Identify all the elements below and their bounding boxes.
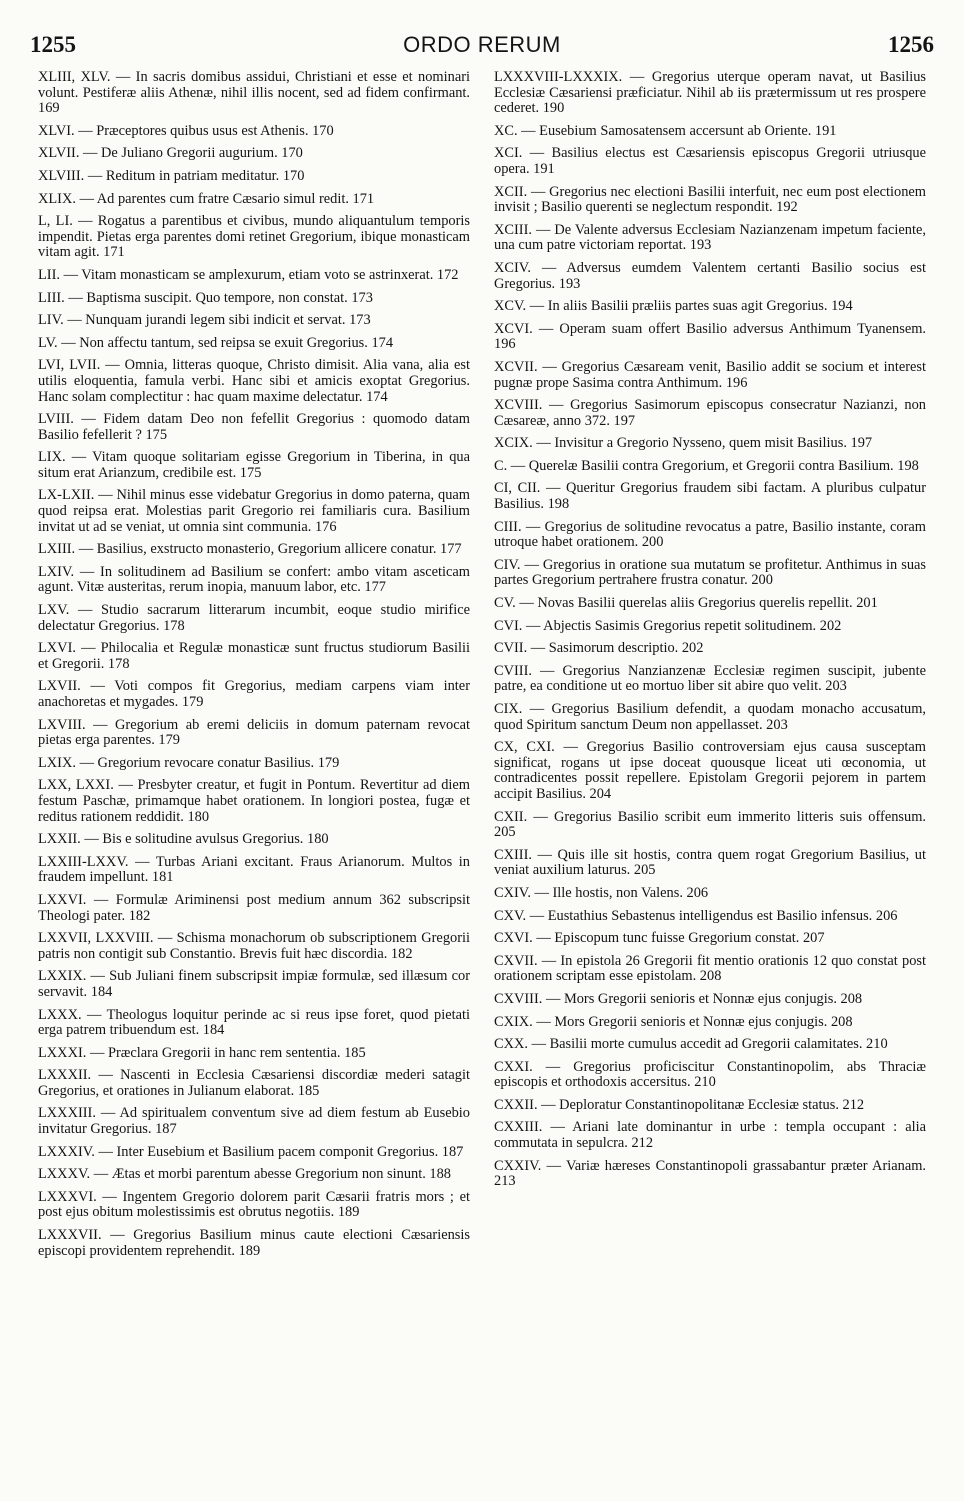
index-entry: XCVI. — Operam suam offert Basilio adversus Anthimum Tyanensem. 196: [494, 320, 926, 353]
right-column: [494, 70, 926, 1197]
index-entry: LXXIII-LXXV. — Turbas Ariani excitant. Fraus Arianorum. Multos in fraudem impellunt. 181: [38, 853, 470, 886]
index-entry: CXVI. — Episcopum tunc fuisse Gregorium constat. 207: [494, 930, 825, 947]
index-entry: CVIII. — Gregorius Nanzianzenæ Ecclesiæ regimen suscipit, jubente patre, ea conditione ut eo mortuo liber sit abire quo velit. 203: [494, 662, 926, 695]
index-entry: XCIX. — Invisitur a Gregorio Nysseno, quem misit Basilius. 197: [494, 435, 873, 452]
index-entry: LXX, LXXI. — Presbyter creatur, et fugit in Pontum. Revertitur ad diem festum Paschæ, primamque habet orationem. In longiori postea, fugæ et reditus rationem reddidit. 180: [38, 777, 470, 825]
index-entry: XCVII. — Gregorius Cæsaream venit, Basilio addit se socium et interest pugnæ prope Sasima contra Anthimum. 196: [494, 358, 926, 391]
index-entry: CXXIV. — Variæ hæreses Constantinopoli grassabantur præter Arianam. 213: [494, 1157, 926, 1190]
left-column: [38, 70, 470, 1266]
index-entry: LXIX. — Gregorium revocare conatur Basilius. 179: [38, 754, 340, 771]
index-entry: L, LI. — Rogatus a parentibus et civibus, mundo aliquantulum temporis impendit. Pietas erga parentes domi retinet Gregorium, ibique monasticam vitam agit. 171: [38, 213, 470, 261]
index-entry: LXXVI. — Formulæ Ariminensi post medium annum 362 subscripsit Theologi pater. 182: [38, 891, 470, 924]
right-page-number: 1256: [888, 32, 934, 57]
index-entry: LXXXVI. — Ingentem Gregorio dolorem parit Cæsarii fratris mors ; et post ejus obitum molestissimis est obrutus negotiis. 189: [38, 1188, 470, 1221]
index-entry: LIX. — Vitam quoque solitariam egisse Gregorium in Tiberina, in qua situm erat Arianzum, credibile est. 175: [38, 449, 470, 481]
index-entry: LXXX. — Theologus loquitur perinde ac si reus ipse foret, quod pietati erga patrem tribuendum est. 184: [38, 1006, 470, 1039]
index-entry: LIII. — Baptisma suscipit. Quo tempore, non constat. 173: [38, 289, 373, 306]
index-entry: CI, CII. — Queritur Gregorius fraudem sibi factam. A pluribus culpatur Basilius. 198: [494, 480, 926, 513]
index-entry: LXVI. — Philocalia et Regulæ monasticæ sunt fructus studiorum Basilii et Gregorii. 178: [38, 640, 470, 672]
index-entry: CXIV. — Ille hostis, non Valens. 206: [494, 884, 709, 901]
index-entry: CXV. — Eustathius Sebastenus intelligendus est Basilio infensus. 206: [494, 907, 898, 924]
index-entry: XCVIII. — Gregorius Sasimorum episcopus consecratur Nazianzi, non Cæsareæ, anno 372. 197: [494, 397, 926, 429]
index-entry: CIX. — Gregorius Basilium defendit, a quodam monacho accusatum, quod Spiritum sanctum Deum non appellasset. 203: [494, 701, 926, 733]
index-entry: LXV. — Studio sacrarum litterarum incumbit, eoque studio mirifice delectatur Gregorius. 178: [38, 602, 470, 634]
index-entry: LXVIII. — Gregorium ab eremi deliciis in domum paternam revocat pietas erga parentes. 179: [38, 716, 470, 749]
index-entry: CXII. — Gregorius Basilio scribit eum immerito litteris suis offensum. 205: [494, 808, 926, 841]
index-entry: LXVII. — Voti compos fit Gregorius, mediam carpens viam inter anachoretas et mygades. 179: [38, 678, 470, 710]
index-entry: CXXII. — Deploratur Constantinopolitanæ Ecclesiæ status. 212: [494, 1096, 865, 1113]
index-entry: LVIII. — Fidem datam Deo non fefellit Gregorius : quomodo datam Basilio fefellerit ? 175: [38, 411, 470, 443]
index-entry: XLVII. — De Juliano Gregorii augurium. 170: [38, 145, 303, 162]
index-entry: LXXXII. — Nascenti in Ecclesia Cæsariensi discordiæ mederi satagit Gregorius, et orationes in Julianum elaborat. 185: [38, 1067, 470, 1099]
index-entry: CIII. — Gregorius de solitudine revocatus a patre, Basilio instante, coram utroque habet orationem. 200: [494, 518, 926, 551]
index-entry: XCIII. — De Valente adversus Ecclesiam Nazianzenam impetum faciente, una cum patre victoriam reportat. 193: [494, 221, 926, 254]
index-entry: CXVIII. — Mors Gregorii senioris et Nonnæ ejus conjugis. 208: [494, 990, 863, 1007]
index-entry: LXXXVIII-LXXXIX. — Gregorius uterque operam navat, ut Basilius Ecclesiæ Cæsariensi præficiatur. Nihil ab iis prætermissum ut res prospere cederet. 190: [494, 69, 926, 117]
index-entry: LXXXIII. — Ad spiritualem conventum sive ad diem festum ab Eusebio invitatur Gregorius. 187: [38, 1105, 470, 1138]
index-entry: XCII. — Gregorius nec electioni Basilii interfuit, nec eum post electionem invisit ; Basilio querenti se neglectum respondit. 192: [494, 183, 926, 216]
index-entry: LX-LXII. — Nihil minus esse videbatur Gregorius in domo paterna, quam quod reipsa erat. Molestias parit Gregorio rei familiaris cura. Basilium invitat ut ad se veniat, ut omnia sint communia. 176: [38, 487, 470, 535]
index-entry: CXX. — Basilii morte cumulus accedit ad Gregorii calamitates. 210: [494, 1036, 888, 1053]
index-entry: CVII. — Sasimorum descriptio. 202: [494, 640, 704, 657]
index-entry: XCV. — In aliis Basilii præliis partes suas agit Gregorius. 194: [494, 298, 853, 315]
index-entry: XC. — Eusebium Samosatensem accersunt ab Oriente. 191: [494, 122, 837, 139]
index-entry: LXXXVII. — Gregorius Basilium minus caute electioni Cæsariensis episcopi providentem reprehendit. 189: [38, 1227, 470, 1259]
index-entry: LII. — Vitam monasticam se amplexurum, etiam voto se astrinxerat. 172: [38, 266, 459, 283]
index-entry: CX, CXI. — Gregorius Basilio controversiam ejus causa susceptam significat, rogans ut ipse doceat quousque liceat uti œconomia, ut contradicentes possit repellere. Epistolam Gregorii pejorem in partem accipit Basilius. 204: [494, 739, 926, 802]
index-entry: LXIII. — Basilius, exstructo monasterio, Gregorium allicere conatur. 177: [38, 541, 462, 558]
page-header: [30, 32, 934, 62]
index-entry: CV. — Novas Basilii querelas aliis Gregorius querelis repellit. 201: [494, 595, 878, 612]
index-entry: CXVII. — In epistola 26 Gregorii fit mentio orationis 12 quo constat post orationem scriptam esse epistolam. 208: [494, 952, 926, 985]
index-entry: XLVIII. — Reditum in patriam meditatur. 170: [38, 167, 305, 184]
index-entry: LXXII. — Bis e solitudine avulsus Gregorius. 180: [38, 831, 329, 848]
index-entry: XCI. — Basilius electus est Cæsariensis episcopus Gregorii utriusque opera. 191: [494, 145, 926, 177]
index-entry: CXIII. — Quis ille sit hostis, contra quem rogat Gregorium Basilius, ut veniat auxilium laturus. 205: [494, 846, 926, 879]
index-entry: LXXXI. — Præclara Gregorii in hanc rem sententia. 185: [38, 1044, 366, 1061]
index-entry: XLIII, XLV. — In sacris domibus assidui, Christiani et esse et nominari volunt. Pestiferæ aliis Athenæ, nihil illis nocent, sed ad fidem confirmant. 169: [38, 69, 470, 117]
index-entry: XCIV. — Adversus eumdem Valentem certanti Basilio socius est Gregorius. 193: [494, 259, 926, 292]
index-entry: CXIX. — Mors Gregorii senioris et Nonnæ ejus conjugis. 208: [494, 1013, 853, 1030]
index-entry: LVI, LVII. — Omnia, litteras quoque, Christo dimisit. Alia vana, alia est utilis eloquentia, famula verbi. Hanc sibi et amicis exoptat Gregorius. Hanc solam complectitur : hac quam maxime delectatur. 174: [38, 357, 470, 405]
index-entry: LV. — Non affectu tantum, sed reipsa se exuit Gregorius. 174: [38, 334, 394, 351]
index-entry: XLIX. — Ad parentes cum fratre Cæsario simul redit. 171: [38, 190, 375, 207]
index-entry: C. — Querelæ Basilii contra Gregorium, et Gregorii contra Basilium. 198: [494, 457, 919, 474]
running-title: ORDO RERUM: [403, 32, 561, 57]
index-entry: XLVI. — Præceptores quibus usus est Athenis. 170: [38, 122, 334, 139]
left-page-number: 1255: [30, 32, 76, 57]
index-entry: LXXVII, LXXVIII. — Schisma monachorum ob subscriptionem Gregorii patris non contigit sub Constantio. Brevis fuit hæc discordia. 182: [38, 930, 470, 962]
index-entry: LIV. — Nunquam jurandi legem sibi indicit et servat. 173: [38, 312, 371, 329]
index-entry: CVI. — Abjectis Sasimis Gregorius repetit solitudinem. 202: [494, 617, 842, 634]
index-entry: LXXXIV. — Inter Eusebium et Basilium pacem componit Gregorius. 187: [38, 1143, 464, 1160]
index-entry: CIV. — Gregorius in oratione sua mutatum se profitetur. Anthimus in suas partes Gregorium pertrahere frustra conatur. 200: [494, 556, 926, 589]
index-entry: CXXI. — Gregorius proficiscitur Constantinopolim, abs Thraciæ episcopis et orthodoxis accersitus. 210: [494, 1058, 926, 1091]
index-entry: CXXIII. — Ariani late dominantur in urbe : templa occupant : alia commutata in sepulcra. 212: [494, 1119, 926, 1152]
index-entry: LXXXV. — Ætas et morbi parentum abesse Gregorium non sinunt. 188: [38, 1166, 452, 1183]
index-entry: LXIV. — In solitudinem ad Basilium se confert: ambo vitam asceticam agunt. Vitæ austeritas, rerum inopia, manuum labor, etc. 177: [38, 563, 470, 596]
index-entry: LXXIX. — Sub Juliani finem subscripsit impiæ formulæ, sed illæsum cor servavit. 184: [38, 968, 470, 1000]
